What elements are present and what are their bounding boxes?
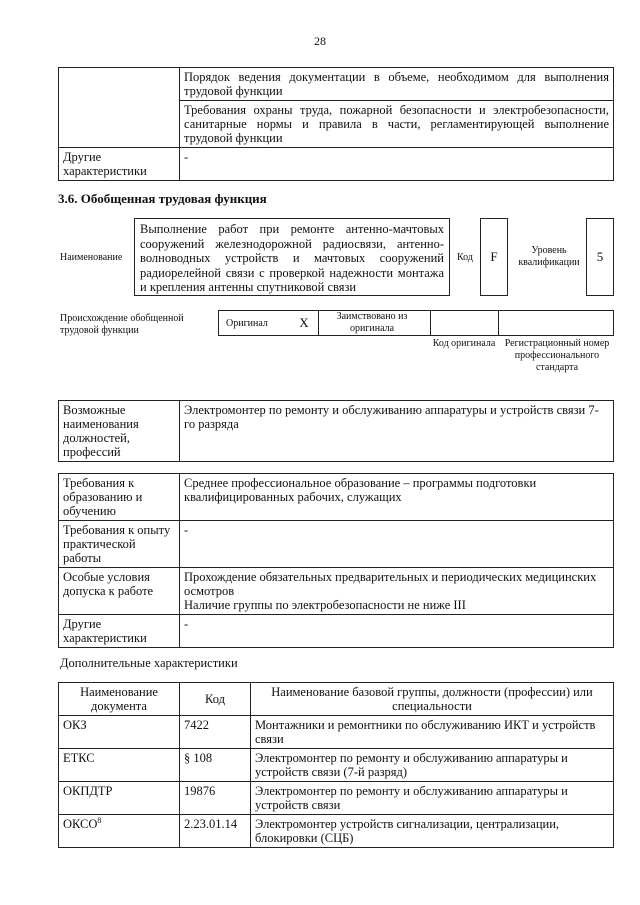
name-cell: Электромонтер по ремонту и обслуживанию аппаратуры и устройств связи — [251, 782, 614, 815]
table-row — [59, 615, 614, 648]
top-row2-text: Требования охраны труда, пожарной безопасности и электробезопасности, санитарные нормы и правила в части, регламентирующей выполнение трудовой функции — [180, 101, 614, 148]
doc-cell: ОКСО$^8$ — [59, 815, 180, 848]
reg-caption: Регистрационный номер профессионального стандарта — [504, 338, 610, 373]
naming-label: Наименование — [60, 252, 123, 263]
req-other-value: - — [180, 615, 614, 648]
table-row — [59, 568, 614, 615]
code-cell: 7422 — [180, 716, 251, 749]
req-conditions-label: Особые условия допуска к работе — [59, 568, 180, 615]
name-cell: Электромонтер устройств сигнализации, централизации, блокировки (СЦБ) — [251, 815, 614, 848]
code-value: F — [480, 218, 508, 296]
table-row — [59, 782, 614, 815]
code-cell: § 108 — [180, 749, 251, 782]
table-row — [59, 716, 614, 749]
level-label: Уровень квалификации — [518, 245, 580, 268]
req-conditions-value2: Наличие группы по электробезопасности не ниже III — [184, 598, 466, 612]
table-header-row — [59, 683, 614, 716]
section-title: 3.6. Обобщенная трудовая функция — [58, 191, 267, 206]
positions-table — [58, 400, 614, 462]
additional-title: Дополнительные характеристики — [60, 656, 238, 670]
footnote-mark: 8 — [97, 815, 102, 825]
table-row — [59, 815, 614, 848]
level-value: 5 — [586, 218, 614, 296]
code-caption: Код оригинала — [432, 338, 496, 349]
top-row3-label: Другие характеристики — [59, 148, 180, 181]
table-row — [59, 474, 614, 521]
original-label: Оригинал — [226, 318, 268, 329]
additional-table — [58, 682, 614, 848]
original-mark: X — [299, 315, 309, 330]
doc-cell: ОКЗ — [59, 716, 180, 749]
top-table — [58, 67, 614, 181]
origin-label: Происхождение обобщенной трудовой функции — [60, 313, 184, 336]
name-cell: Монтажники и ремонтники по обслуживанию ИКТ и устройств связи — [251, 716, 614, 749]
positions-value: Электромонтер по ремонту и обслуживанию аппаратуры и устройств связи 7-го разряда — [180, 401, 614, 462]
name-cell: Электромонтер по ремонту и обслуживанию аппаратуры и устройств связи (7-й разряд) — [251, 749, 614, 782]
table-row — [59, 749, 614, 782]
code-cell: 2.23.01.14 — [180, 815, 251, 848]
req-other-label: Другие характеристики — [59, 615, 180, 648]
code-label: Код — [457, 252, 473, 263]
top-row1-text: Порядок ведения документации в объеме, необходимом для выполнения трудовой функции — [180, 68, 614, 101]
table-row — [59, 68, 614, 101]
req-experience-label: Требования к опыту практической работы — [59, 521, 180, 568]
top-row3-value: - — [180, 148, 614, 181]
header-name: Наименование базовой группы, должности (профессии) или специальности — [251, 683, 614, 716]
doc-cell: ЕТКС — [59, 749, 180, 782]
req-education-label: Требования к образованию и обучению — [59, 474, 180, 521]
page-number: 28 — [314, 34, 326, 48]
req-education-value: Среднее профессиональное образование – программы подготовки квалифицированных рабочих, служащих — [180, 474, 614, 521]
table-row — [59, 401, 614, 462]
req-experience-value: - — [180, 521, 614, 568]
positions-label: Возможные наименования должностей, профессий — [59, 401, 180, 462]
table-row — [59, 521, 614, 568]
code-cell: 19876 — [180, 782, 251, 815]
table-row — [59, 148, 614, 181]
doc-cell: ОКПДТР — [59, 782, 180, 815]
header-code: Код — [180, 683, 251, 716]
naming-value: Выполнение работ при ремонте антенно-мачтовых сооружений железнодорожной радиосвязи, антенно-волноводных устройств и мачтовых сооружений радиорелейной связи с проверкой надежности монтажа и крепления антенны спутниковой связи — [134, 218, 450, 296]
requirements-table — [58, 473, 614, 648]
header-doc: Наименование документа — [59, 683, 180, 716]
req-conditions-value: Прохождение обязательных предварительных и периодических медицинских осмотров — [184, 570, 597, 598]
borrowed-label: Заимствовано из оригинала — [336, 311, 408, 334]
